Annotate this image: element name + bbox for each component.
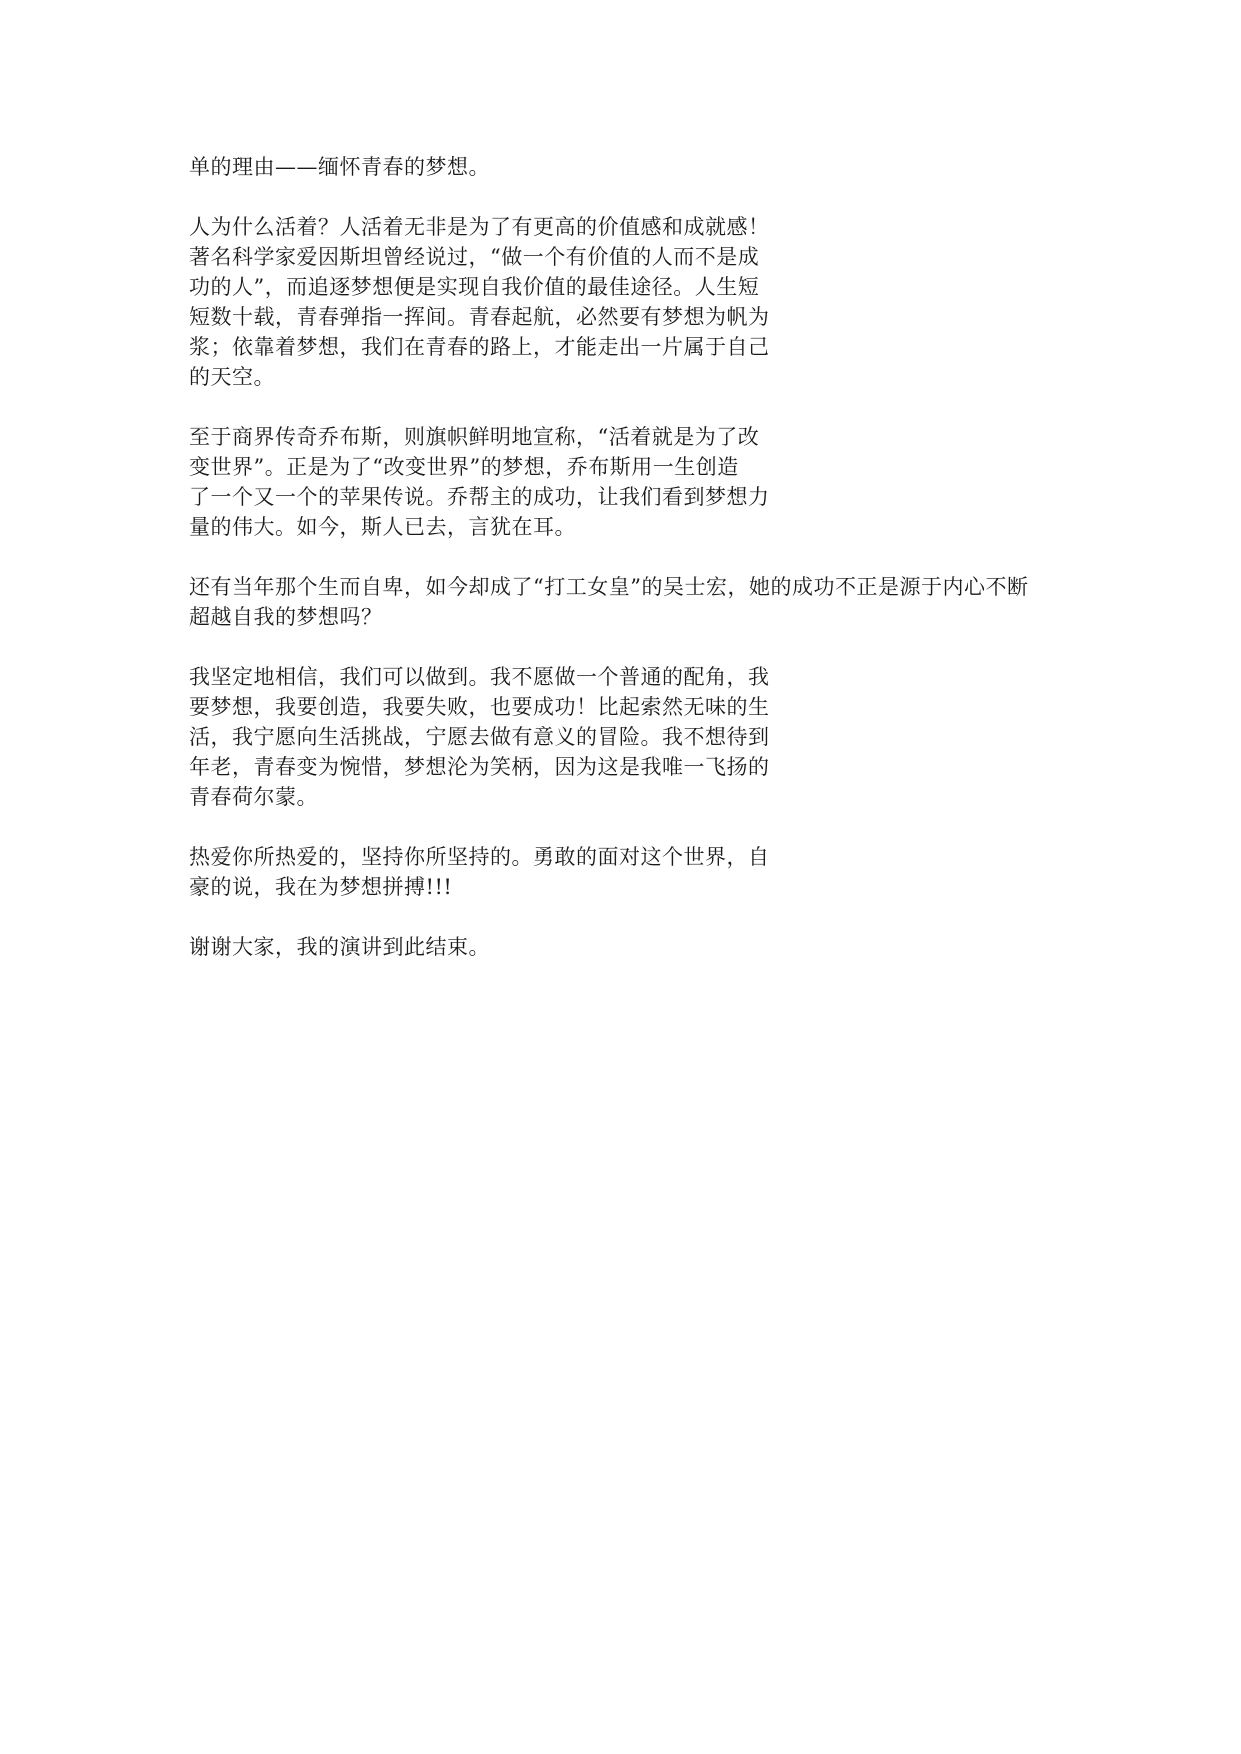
text-line: 青春荷尔蒙。: [189, 785, 318, 809]
text-line: 单的理由——缅怀青春的梦想。: [189, 155, 490, 179]
text-line: 我坚定地相信，我们可以做到。我不愿做一个普通的配角，我: [189, 665, 770, 689]
paragraph-1: [189, 152, 1089, 182]
text-line: 浆；依靠着梦想，我们在青春的路上，才能走出一片属于自己: [189, 335, 770, 359]
text-line: 了一个又一个的苹果传说。乔帮主的成功，让我们看到梦想力: [189, 485, 770, 509]
text-line: 豪的说，我在为梦想拼搏!!!: [189, 875, 453, 899]
paragraph-gap: [189, 392, 1089, 422]
paragraph-3: [189, 422, 1089, 542]
text-line: 人为什么活着？人活着无非是为了有更高的价值感和成就感！: [189, 215, 770, 239]
paragraph-7: [189, 932, 1089, 962]
paragraph-6: [189, 842, 1089, 902]
text-line: 还有当年那个生而自卑，如今却成了“打工女皇”的吴士宏，她的成功不正是源于内心不断: [189, 575, 1029, 599]
text-line: 热爱你所热爱的，坚持你所坚持的。勇敢的面对这个世界，自: [189, 845, 770, 869]
speech-body: [189, 152, 1089, 962]
text-line: 短数十载，青春弹指一挥间。青春起航，必然要有梦想为帆为: [189, 305, 770, 329]
paragraph-gap: [189, 812, 1089, 842]
text-line: 变世界”。正是为了“改变世界”的梦想，乔布斯用一生创造: [189, 455, 739, 479]
text-line: 年老，青春变为惋惜，梦想沦为笑柄，因为这是我唯一飞扬的: [189, 755, 770, 779]
text-line: 的天空。: [189, 365, 275, 389]
paragraph-5: [189, 662, 1089, 812]
paragraph-gap: [189, 542, 1089, 572]
paragraph-gap: [189, 182, 1089, 212]
text-line: 著名科学家爱因斯坦曾经说过，“做一个有价值的人而不是成: [189, 245, 760, 269]
paragraph-4: [189, 572, 1089, 632]
text-line: 活，我宁愿向生活挑战，宁愿去做有意义的冒险。我不想待到: [189, 725, 770, 749]
text-line: 量的伟大。如今，斯人已去，言犹在耳。: [189, 515, 576, 539]
paragraph-gap: [189, 902, 1089, 932]
text-line: 超越自我的梦想吗？: [189, 605, 383, 629]
paragraph-gap: [189, 632, 1089, 662]
text-line: 至于商界传奇乔布斯，则旗帜鲜明地宣称，“活着就是为了改: [189, 425, 760, 449]
text-line: 要梦想，我要创造，我要失败，也要成功！比起索然无味的生: [189, 695, 770, 719]
paragraph-2: [189, 212, 1089, 392]
text-line: 谢谢大家，我的演讲到此结束。: [189, 935, 490, 959]
text-line: 功的人”，而追逐梦想便是实现自我价值的最佳途径。人生短: [189, 275, 760, 299]
